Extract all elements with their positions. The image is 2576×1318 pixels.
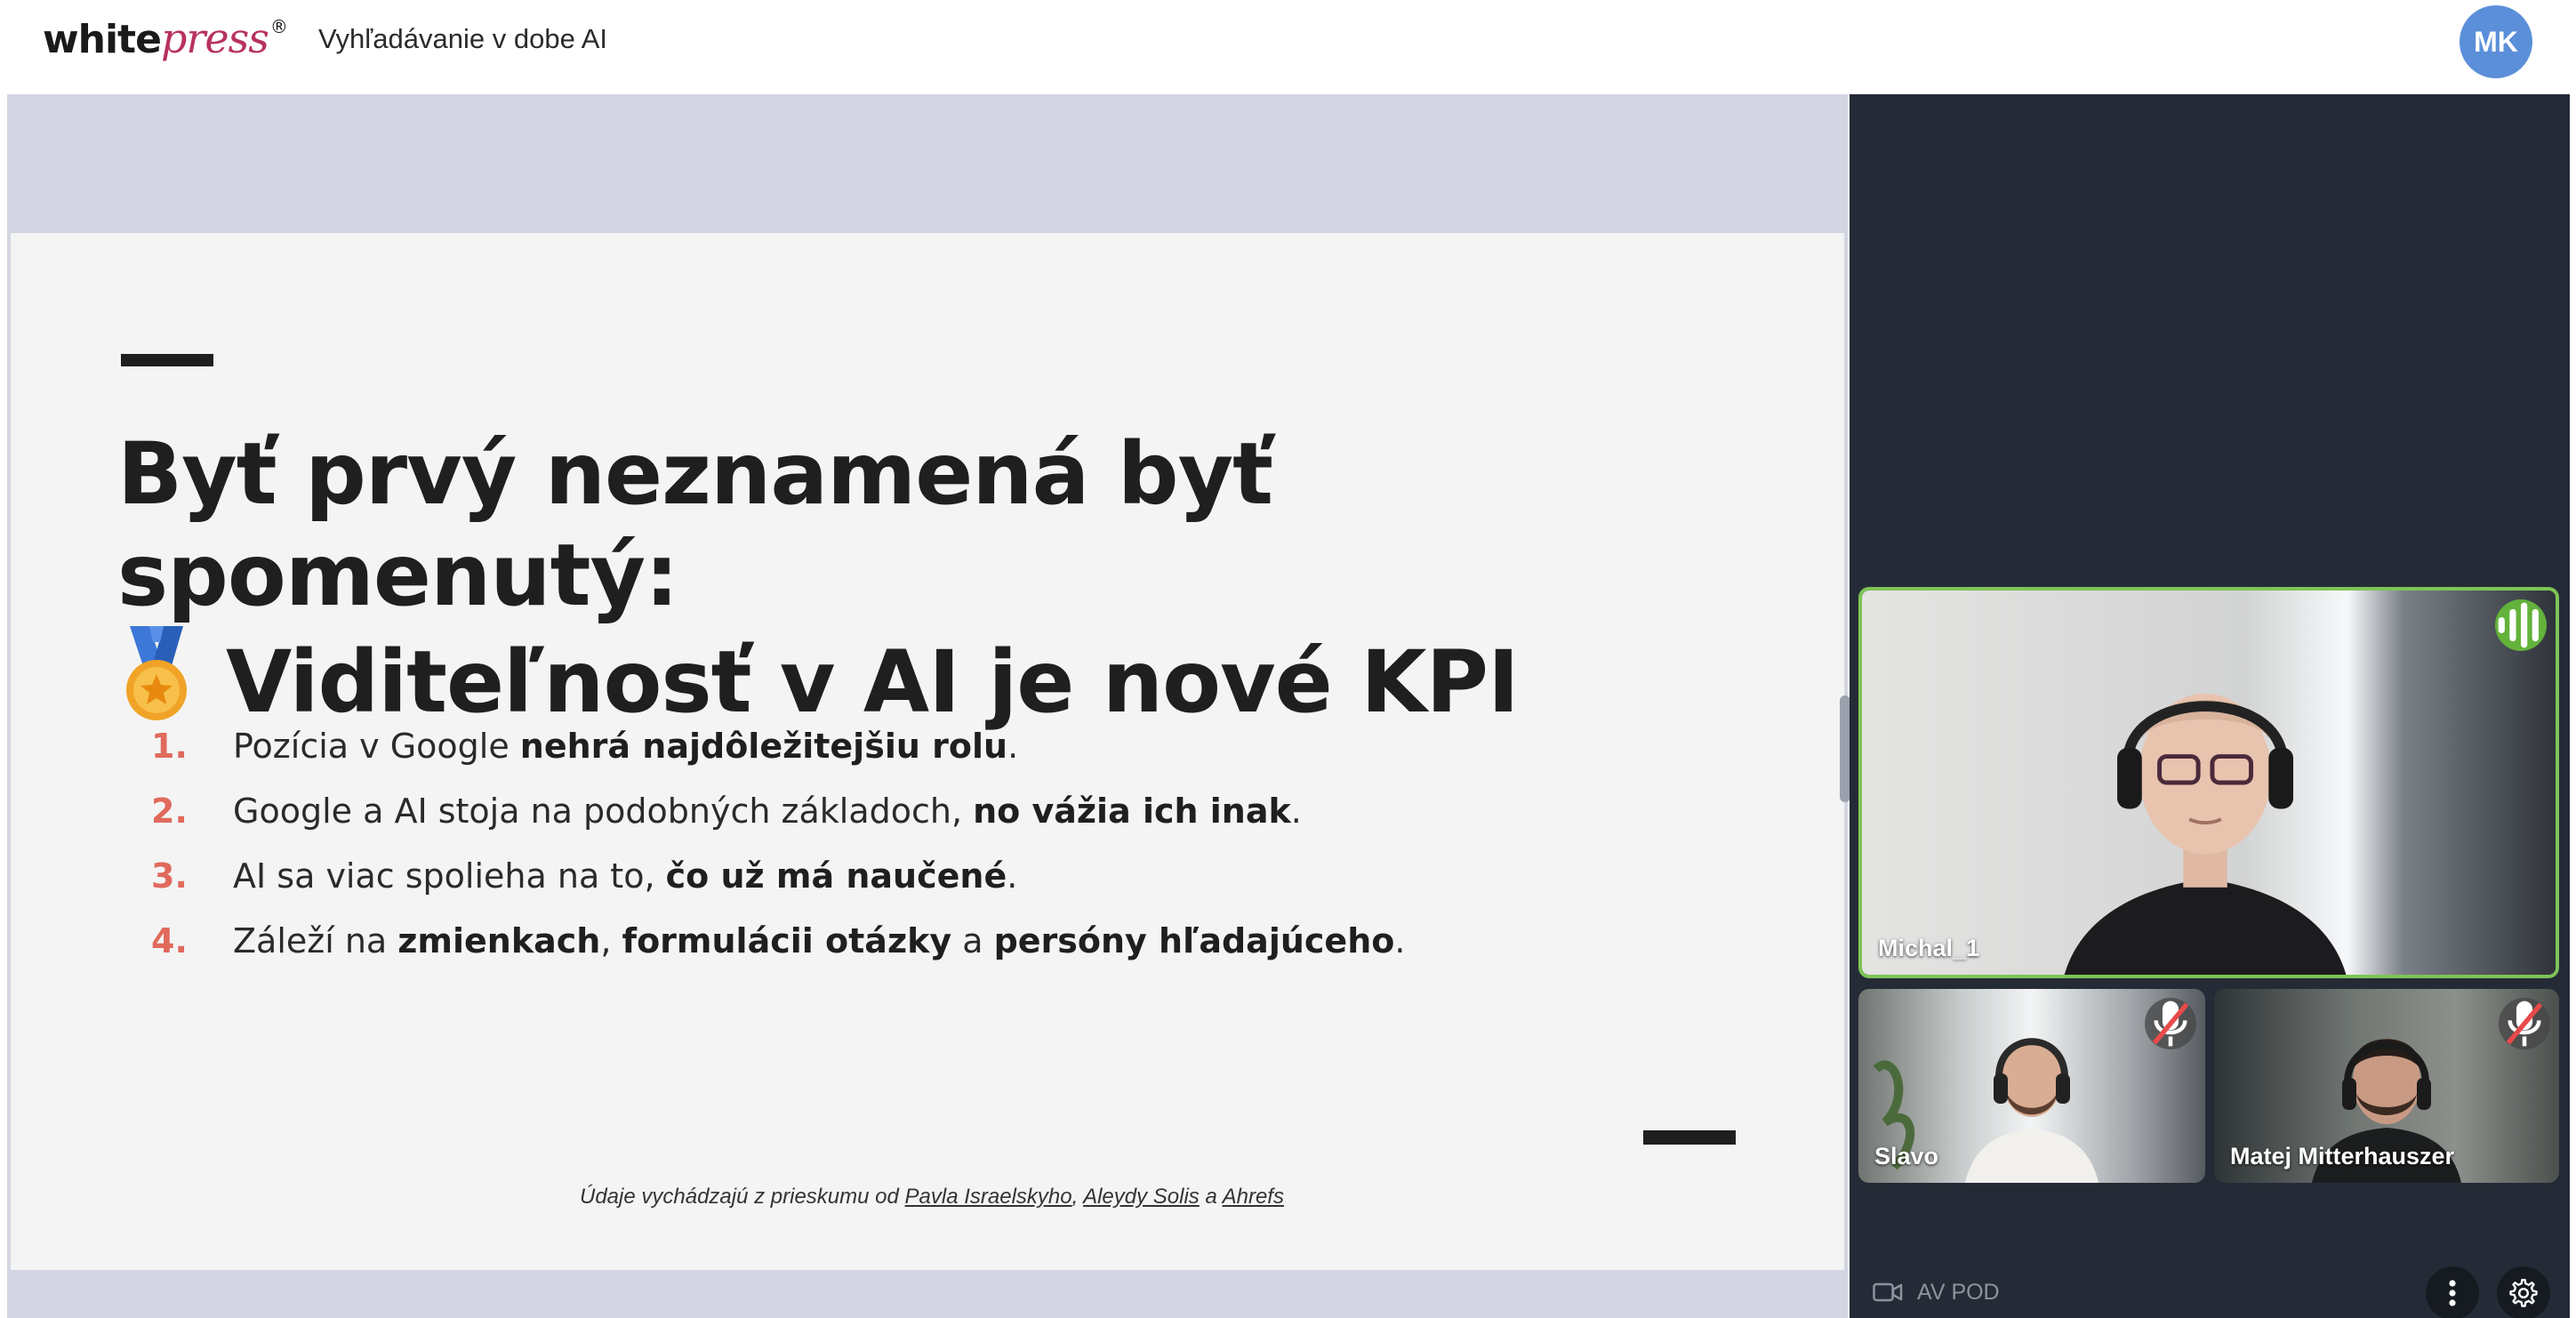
participant-name: Michal_1 [1878, 935, 1980, 961]
list-item-text: Záleží na zmienkach, formulácii otázky a persóny hľadajúceho. [233, 921, 1406, 960]
slide-heading-line1: Byť prvý neznamená byť spomenutý: [117, 424, 1273, 625]
participant-tile[interactable] [1858, 989, 2205, 1183]
list-item-number: 3. [151, 856, 188, 896]
more-options-button[interactable] [2426, 1266, 2479, 1318]
source-link-aleyda[interactable]: Aleydy Solis [1083, 1185, 1200, 1209]
participant-tile-main[interactable] [1858, 587, 2559, 978]
logo-text-white: white [43, 17, 161, 62]
list-item [151, 856, 1405, 921]
meeting-title: Vyhľadávanie v dobe AI [318, 23, 608, 54]
microphone-muted-icon [2499, 998, 2550, 1049]
participant-tile[interactable] [2214, 989, 2559, 1183]
slide-decor-dash-top [121, 354, 213, 366]
slide-heading-line2-text: Viditeľnosť v AI je nové KPI [226, 632, 1519, 732]
slide-heading-line2 [117, 626, 1807, 733]
gear-icon [2509, 1279, 2538, 1307]
list-item-text: AI sa viac spolieha na to, čo už má naučené. [233, 856, 1018, 896]
presentation-slide [11, 233, 1844, 1270]
list-item-text: Google a AI stoja na podobných základoch, no vážia ich inak. [233, 792, 1302, 831]
participant-name: Slavo [1874, 1143, 1939, 1169]
settings-button[interactable] [2497, 1266, 2550, 1318]
participant-video [1862, 591, 2556, 975]
participant-name: Matej Mitterhauszer [2230, 1143, 2455, 1169]
top-bar [0, 0, 2576, 94]
list-item-number: 4. [151, 921, 188, 960]
video-camera-icon [1873, 1281, 1903, 1304]
list-item [151, 921, 1405, 986]
source-link-pavel[interactable]: Pavla Israelskyho [904, 1185, 1072, 1209]
source-link-ahrefs[interactable]: Ahrefs [1222, 1185, 1284, 1209]
list-item [151, 727, 1405, 792]
list-item-number: 2. [151, 792, 188, 831]
speaking-indicator-icon [2495, 599, 2547, 651]
list-item-number: 1. [151, 727, 188, 766]
logo-registered-mark: ® [269, 16, 288, 37]
whitepress-logo[interactable] [43, 14, 288, 68]
medal-icon [117, 626, 196, 724]
slide-decor-dash-bottom [1643, 1130, 1736, 1145]
user-avatar[interactable]: MK [2460, 5, 2532, 78]
slide-source-note: Údaje vychádzajú z prieskumu od Pavla Israelskyho, Aleydy Solis a Ahrefs [580, 1185, 1284, 1209]
list-item-text: Pozícia v Google nehrá najdôležitejšiu rolu. [233, 727, 1019, 766]
screen-share-area [7, 94, 1848, 1318]
slide-heading [117, 423, 1807, 733]
key-points-list [151, 727, 1405, 986]
list-item [151, 792, 1405, 856]
more-vertical-icon [2448, 1279, 2457, 1307]
microphone-muted-icon [2145, 998, 2196, 1049]
av-room-label: AV POD [1917, 1280, 2000, 1305]
logo-text-press: press [160, 14, 269, 62]
